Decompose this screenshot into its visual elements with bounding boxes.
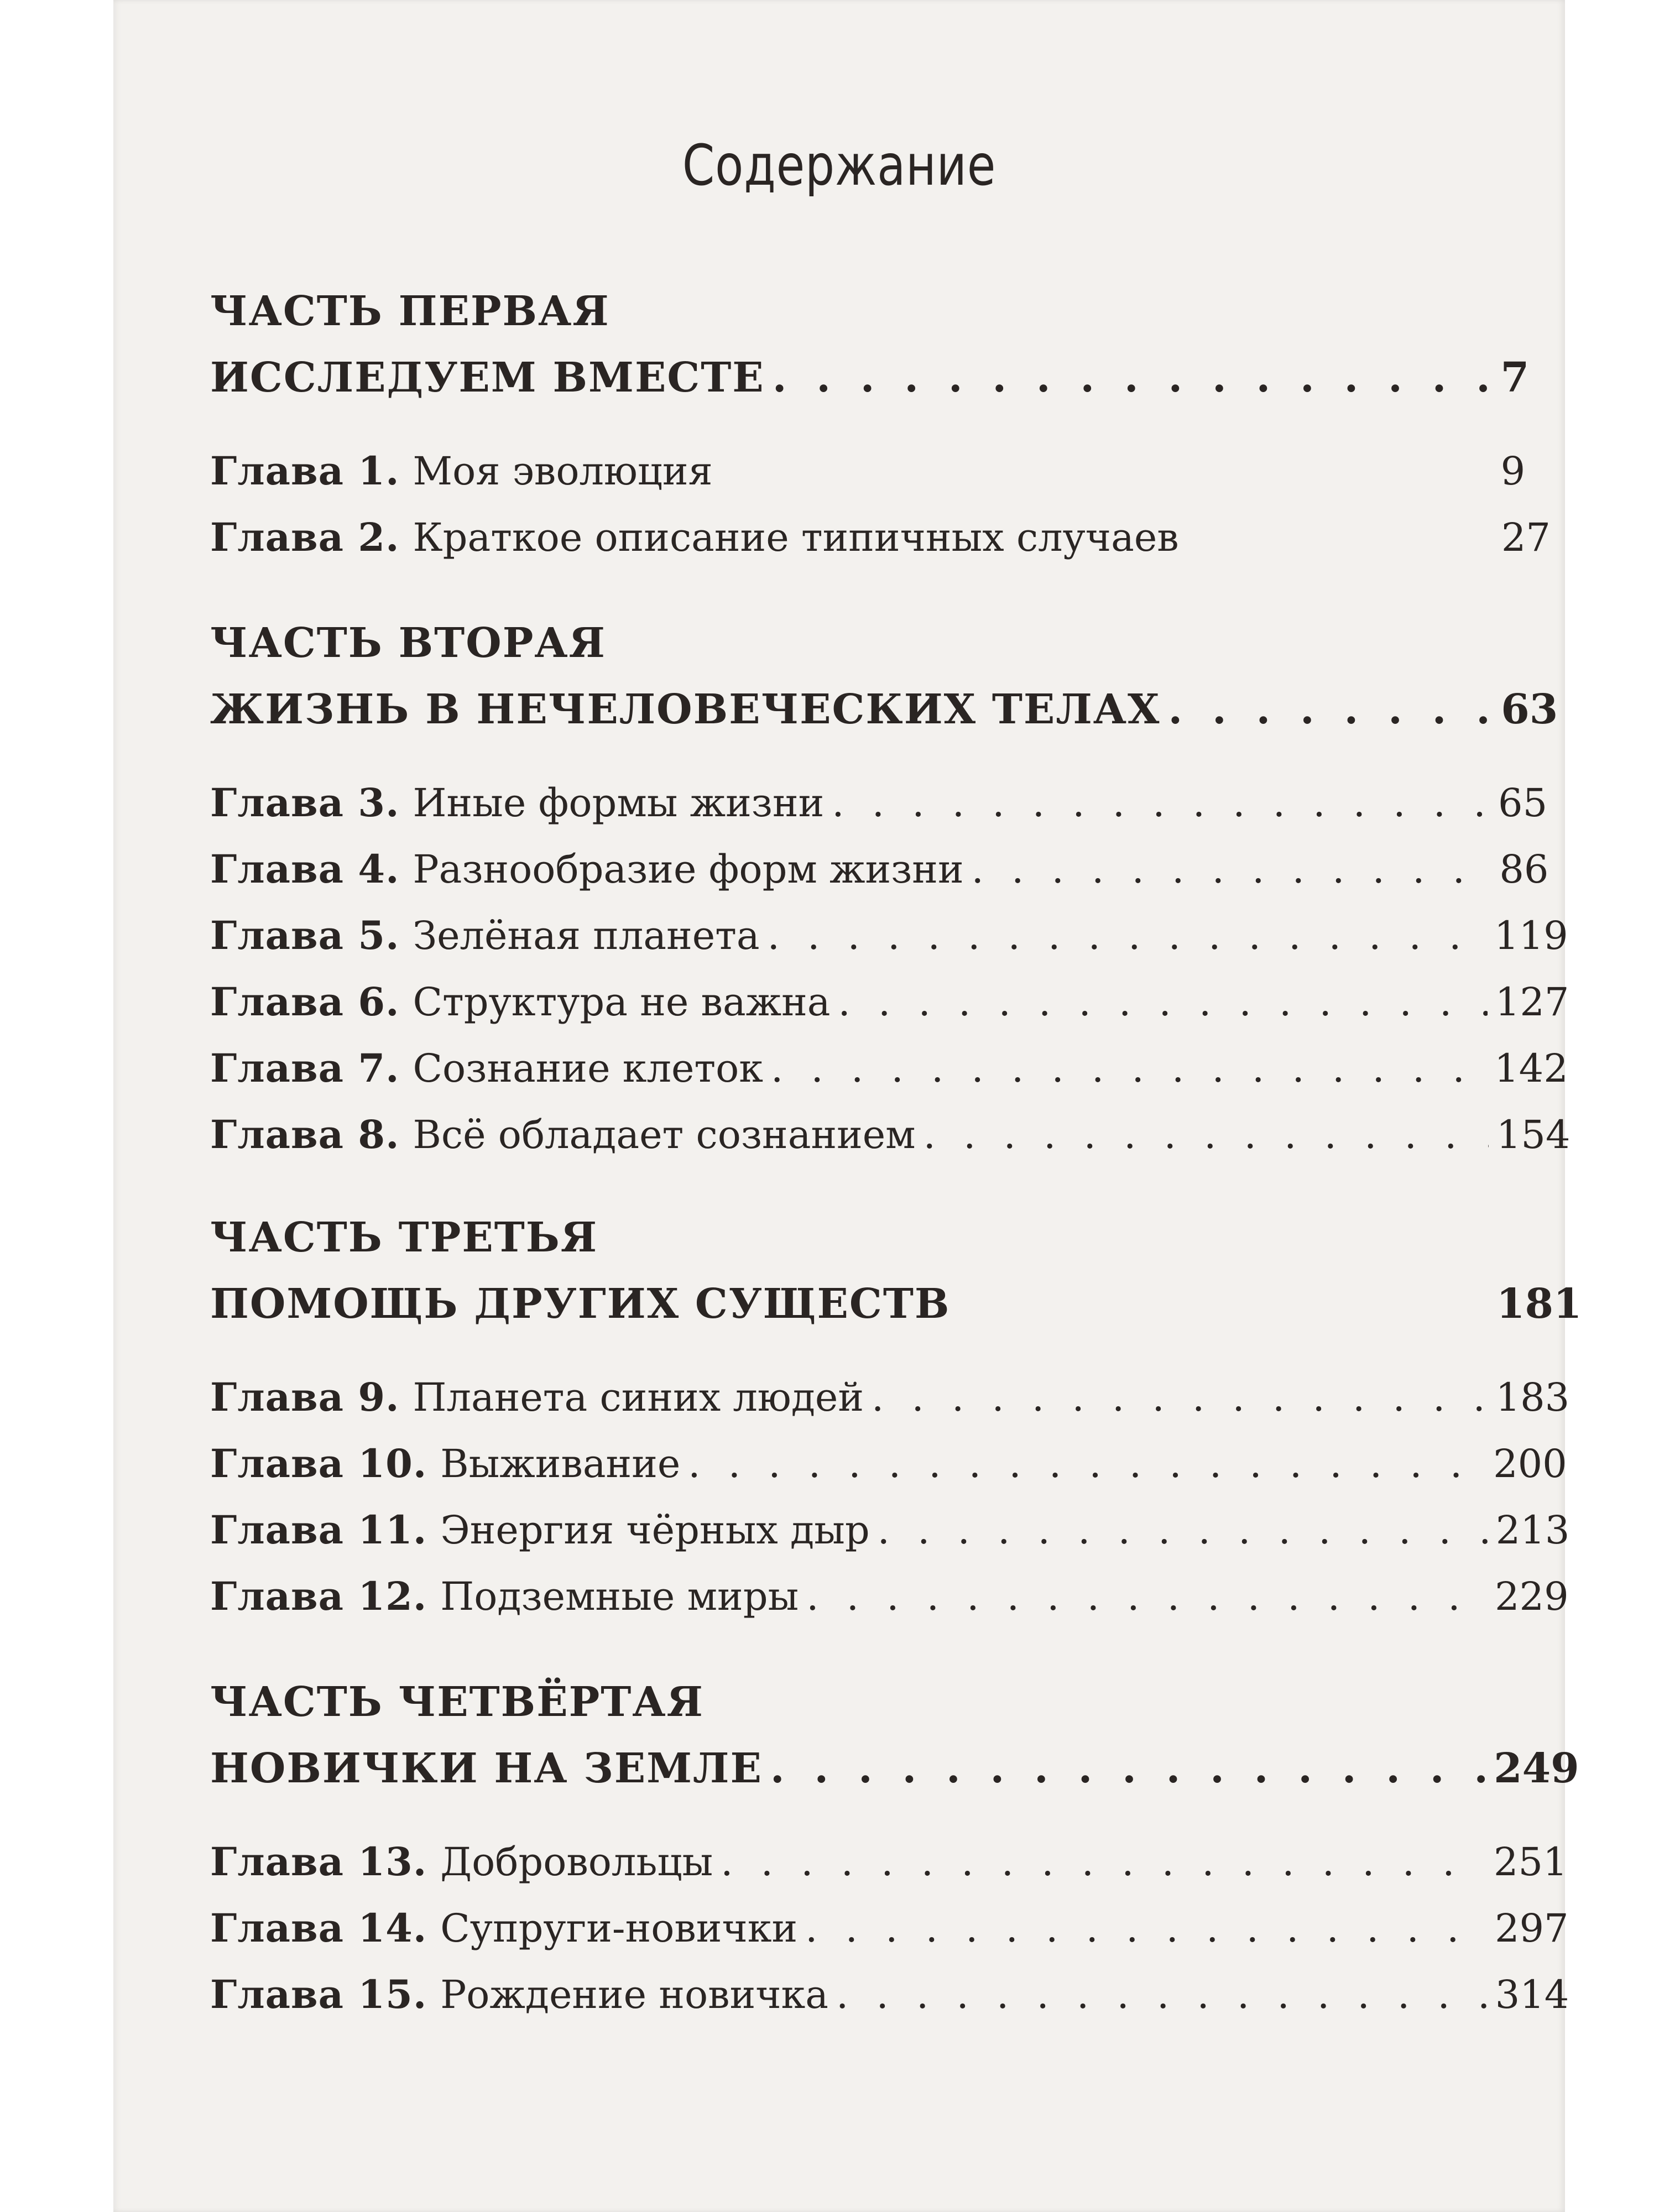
toc-entry-chapter-13[interactable] [210,1839,1568,1885]
dot-leader [872,1375,1488,1420]
chapter-title: Структура не важна [413,979,831,1025]
part-3-title-line[interactable] [210,1280,1582,1328]
toc-entry-chapter-7[interactable] [210,1045,1568,1091]
toc-entry-chapter-2[interactable] [210,514,1551,560]
toc-entry-chapter-6[interactable] [210,979,1569,1025]
toc-entry-chapter-5[interactable] [210,912,1568,958]
toc-entry-chapter-1[interactable] [210,448,1526,494]
chapter-page: 183 [1495,1375,1570,1420]
chapter-title: Выживание [440,1441,681,1486]
chapter-number: Глава 9. [210,1374,400,1420]
chapter-title: Сознание клеток [413,1046,764,1091]
part-3-title: ПОМОЩЬ ДРУГИХ СУЩЕСТВ [210,1280,951,1328]
chapter-number: Глава 4. [210,846,400,892]
part-2-label: ЧАСТЬ ВТОРАЯ [210,619,606,667]
chapter-number: Глава 14. [210,1905,427,1951]
chapter-page: 314 [1495,1972,1569,2017]
chapter-number: Глава 7. [210,1045,400,1091]
chapter-title: Моя эволюция [413,448,713,494]
part-1-page: 7 [1500,354,1530,401]
chapter-title: Рождение новичка [440,1972,828,2017]
chapter-number: Глава 15. [210,1971,427,2017]
chapter-title: Краткое описание типичных случаев [413,515,1179,560]
chapter-page: 251 [1493,1839,1568,1885]
chapter-title: Иные формы жизни [413,780,825,826]
dot-leader [924,1112,1489,1157]
dot-leader [771,1046,1486,1091]
dot-leader [721,1839,1486,1885]
chapter-page: 119 [1494,913,1568,958]
dot-leader [805,1906,1487,1951]
part-4-page: 249 [1494,1745,1579,1792]
part-4-label-line [210,1678,1504,1726]
dot-leader [770,1745,1486,1792]
part-1-label-line [210,288,1504,335]
book-page [113,0,1582,2212]
chapter-page: 86 [1499,847,1549,892]
chapter-number: Глава 1. [210,448,400,494]
toc-entry-chapter-15[interactable] [210,1971,1569,2017]
part-1-title: ИССЛЕДУЕМ ВМЕСТЕ [210,354,765,401]
toc-entry-chapter-11[interactable] [210,1507,1570,1553]
chapter-title: Всё обладает сознанием [413,1112,916,1157]
dot-leader [832,780,1490,826]
part-2-title-line[interactable] [210,686,1558,733]
dot-leader [878,1507,1488,1553]
part-1-title-line[interactable] [210,354,1530,401]
toc-entry-chapter-3[interactable] [210,780,1548,826]
toc-entry-chapter-4[interactable] [210,846,1549,892]
chapter-page: 229 [1495,1574,1569,1619]
page-title: Содержание [682,133,997,199]
chapter-title: Добровольцы [440,1839,713,1885]
chapter-number: Глава 10. [210,1441,427,1486]
chapter-page: 213 [1495,1507,1570,1553]
part-4-title: НОВИЧКИ НА ЗЕМЛЕ [210,1745,763,1792]
dot-leader [1168,686,1493,733]
chapter-page: 297 [1494,1906,1569,1951]
dot-leader [836,1972,1488,2017]
dot-leader [972,847,1492,892]
toc-entry-chapter-10[interactable] [210,1441,1567,1486]
chapter-title: Супруги-новички [440,1906,798,1951]
chapter-number: Глава 5. [210,912,400,958]
part-1-label: ЧАСТЬ ПЕРВАЯ [210,288,610,335]
part-3-page: 181 [1496,1280,1582,1328]
chapter-title: Планета синих людей [413,1375,864,1420]
chapter-number: Глава 12. [210,1573,427,1619]
part-4-label: ЧАСТЬ ЧЕТВЁРТАЯ [210,1678,704,1726]
part-2-title: ЖИЗНЬ В НЕЧЕЛОВЕЧЕСКИХ ТЕЛАХ [210,686,1161,733]
chapter-page: 200 [1493,1441,1567,1486]
chapter-number: Глава 8. [210,1112,400,1157]
chapter-title: Подземные миры [440,1574,799,1619]
dot-leader [838,979,1487,1025]
part-2-page: 63 [1501,686,1558,733]
toc-entry-chapter-9[interactable] [210,1374,1570,1420]
chapter-page: 65 [1498,780,1548,826]
chapter-title: Энергия чёрных дыр [440,1507,870,1553]
dot-leader [768,913,1486,958]
chapter-page: 142 [1494,1046,1568,1091]
chapter-number: Глава 13. [210,1839,427,1885]
part-3-label-line [210,1214,1504,1261]
toc-entry-chapter-12[interactable] [210,1573,1569,1619]
chapter-page: 9 [1500,448,1526,494]
part-4-title-line[interactable] [210,1745,1579,1792]
chapter-number: Глава 11. [210,1507,427,1553]
chapter-page: 154 [1496,1112,1571,1157]
chapter-page: 127 [1495,979,1569,1025]
dot-leader [806,1574,1487,1619]
dot-leader [688,1441,1485,1486]
dot-leader [773,354,1493,401]
part-3-label: ЧАСТЬ ТРЕТЬЯ [210,1214,598,1261]
chapter-title: Разнообразие форм жизни [413,847,964,892]
chapter-page: 27 [1501,515,1551,560]
toc-entry-chapter-8[interactable] [210,1112,1571,1157]
chapter-number: Глава 2. [210,514,400,560]
toc-entry-chapter-14[interactable] [210,1905,1569,1951]
chapter-number: Глава 6. [210,979,400,1025]
chapter-number: Глава 3. [210,780,400,826]
part-2-label-line [210,619,1504,667]
chapter-title: Зелёная планета [413,913,760,958]
